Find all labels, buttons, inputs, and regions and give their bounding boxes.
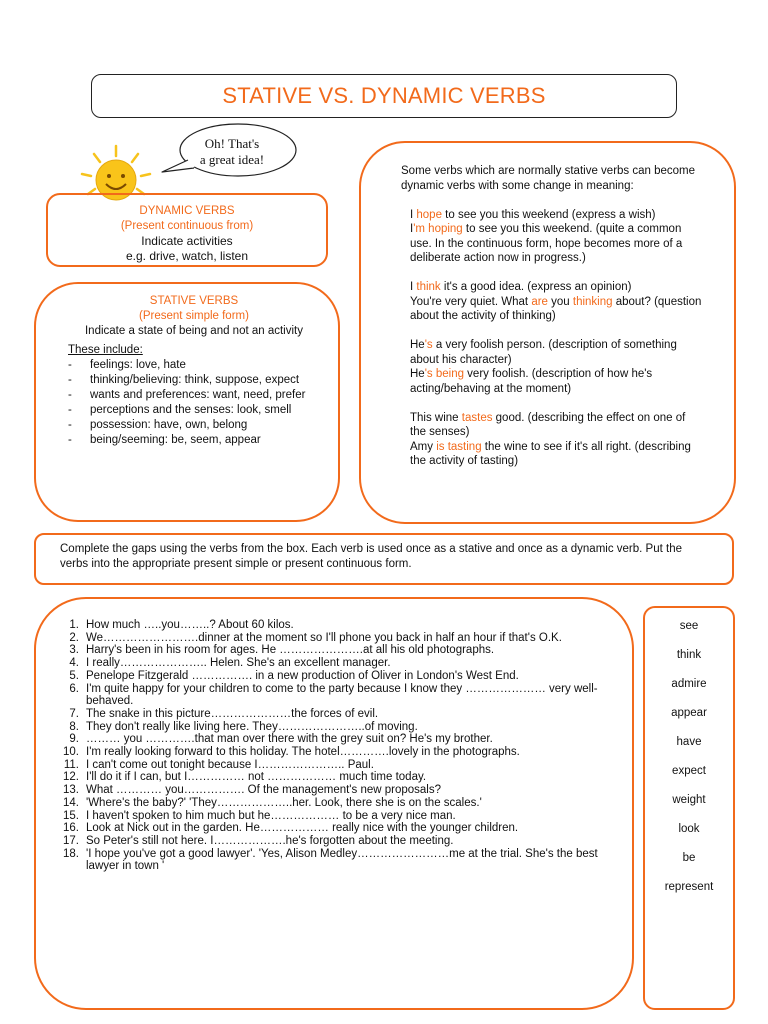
list-item: - wants and preferences: want, need, prefer — [68, 388, 320, 403]
list-item: 5. Penelope Fitzgerald ……………. in a new production of Oliver in London's West End. — [69, 669, 519, 682]
dynamic-verbs-box — [46, 193, 328, 267]
list-item: 18. 'I hope you've got a good lawyer'. 'Yes, Alison Medley……………………me at the trial. She's the best lawyer in town ' — [63, 847, 598, 873]
instructions-box — [34, 533, 734, 585]
list-item: 13. What ………… you……………. Of the management's new proposals? — [63, 784, 441, 797]
speech-bubble-text — [182, 136, 282, 168]
verb-item: think — [676, 649, 702, 661]
stative-verbs-box — [34, 282, 340, 522]
list-item: 11. I can't come out tonight because I………………….. Paul. — [63, 758, 374, 771]
dynamic-line: Indicate activities — [141, 234, 233, 248]
list-item: 1. How much …..you……..? About 60 kilos. — [69, 619, 294, 631]
bubble-line: a great idea! — [199, 152, 265, 167]
list-item: - feelings: love, hate — [68, 358, 320, 373]
instructions-text: Complete the gaps using the verbs from the box. Each verb is used once as a stative and once as a dynamic verb. Put the verbs into the appropriate present simple or present continuous form. — [60, 543, 682, 570]
list-item: 12. I'll do it if I can, but I…………… not ……………… much time today. — [63, 771, 427, 784]
list-item: 15. I haven't spoken to him much but he……………… to be a very nice man. — [63, 809, 456, 822]
dynamic-subheading: (Present continuous from) — [120, 220, 254, 232]
stative-subheading: (Present simple form) — [139, 310, 249, 322]
stative-description: Indicate a state of being and not an activity — [84, 325, 303, 337]
list-item: - perceptions and the senses: look, smell — [68, 403, 320, 418]
example-hope: I hope to see you this weekend (express a wish) I'm hoping to see you this weekend. (quite a common use. In the continuous form, hope becomes more of a deliberate action now in progress.) — [410, 208, 683, 264]
stative-list — [68, 358, 320, 448]
verb-item: appear — [671, 707, 707, 719]
verb-item: expect — [672, 765, 706, 777]
list-item: 4. I really………………….. Helen. She's an excellent manager. — [69, 657, 391, 670]
dynamic-line: e.g. drive, watch, listen — [125, 249, 249, 263]
verb-item: have — [676, 736, 702, 748]
verb-change-box — [359, 141, 736, 524]
verb-word-box — [643, 606, 735, 1010]
list-item: - thinking/believing: think, suppose, expect — [68, 373, 320, 388]
exercise-box — [34, 597, 634, 1010]
list-item: 2. We…………………….dinner at the moment so I'll phone you back in half an hour if that's O.K. — [69, 631, 562, 644]
page-title: STATIVE VS. DYNAMIC VERBS — [222, 83, 546, 108]
intro-text: Some verbs which are normally stative verbs can become dynamic verbs with some change in meaning: — [401, 165, 696, 192]
list-item: 3. Harry's been in his room for ages. He ………………….at all his old photographs. — [69, 644, 495, 657]
example-be: He's a very foolish person. (description of something about his character) He's being very foolish. (description of how he's acting/behaving at the moment) — [410, 339, 677, 395]
verb-item: look — [678, 823, 700, 835]
example-think: I think it's a good idea. (express an opinion) You're very quiet. What are you thinking about? (question about the activity of thinking) — [410, 281, 702, 322]
list-item: 14. 'Where's the baby?' 'They………………..her. Look, there she is on the scales.' — [63, 796, 482, 809]
list-item: 6. I'm quite happy for your children to come to the party because I know they ………………… very well-behaved. — [69, 682, 598, 708]
title-box — [91, 74, 677, 118]
list-item: 9. ……… you ………….that man over there with the grey suit on? He's my brother. — [69, 733, 493, 746]
example-taste: This wine tastes good. (describing the effect on one of the senses) Amy is tasting the wine to see if it's all right. (describing the activity of tasting) — [410, 411, 691, 467]
list-item: 16. Look at Nick out in the garden. He……………… really nice with the younger children. — [63, 822, 519, 835]
dynamic-heading: DYNAMIC VERBS — [139, 205, 235, 217]
includes-label: These include: — [68, 344, 143, 356]
list-item: 10. I'm really looking forward to this holiday. The hotel………….lovely in the photographs. — [63, 746, 520, 759]
exercise-list — [60, 619, 616, 873]
verb-item: be — [682, 852, 696, 864]
verb-item: admire — [671, 678, 707, 690]
list-item: - possession: have, own, belong — [68, 418, 320, 433]
list-item: 8. They don't really like living here. They…………………..of moving. — [69, 720, 418, 733]
verb-item: weight — [672, 794, 706, 806]
list-item: 7. The snake in this picture…………………the forces of evil. — [69, 707, 379, 720]
list-item: - being/seeming: be, seem, appear — [68, 433, 320, 448]
verb-item: represent — [664, 881, 714, 893]
list-item: 17. So Peter's still not here. I……………….he's forgotten about the meeting. — [63, 834, 454, 847]
bubble-line: Oh! That's — [204, 136, 260, 151]
stative-heading: STATIVE VERBS — [149, 295, 239, 307]
verb-item: see — [679, 620, 699, 632]
